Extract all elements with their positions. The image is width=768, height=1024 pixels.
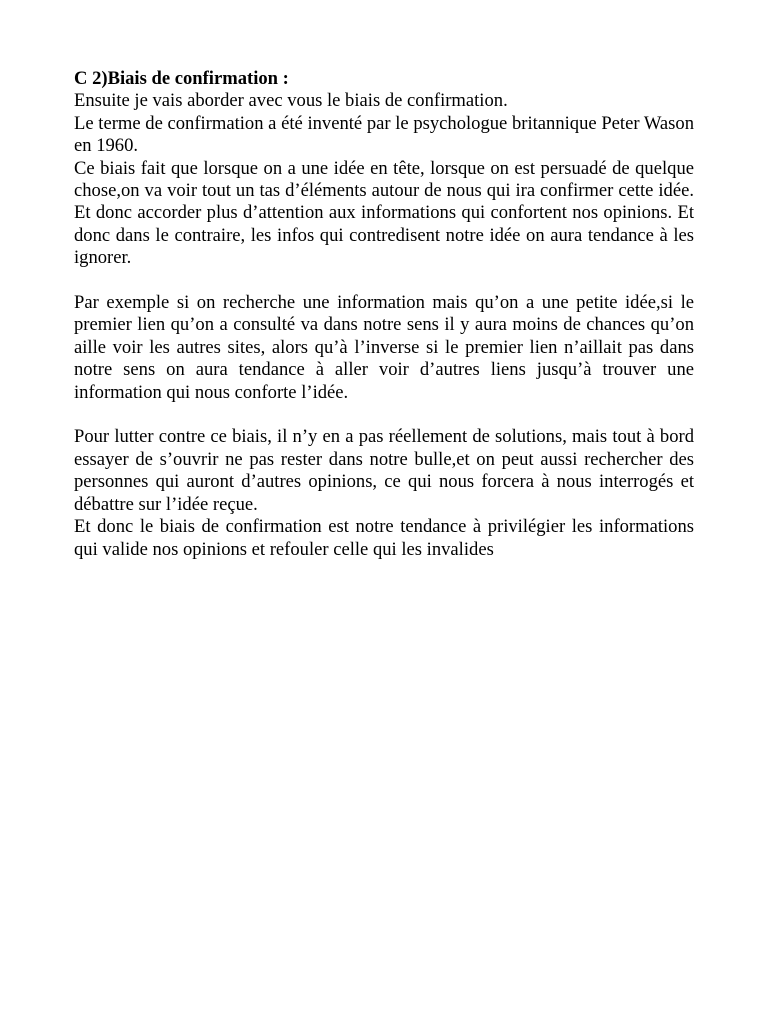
paragraph-conclusion: Et donc le biais de confirmation est notre tendance à privilégier les informations qui valide nos opinions et refouler celle qui les invalides: [74, 516, 694, 560]
paragraph-example: Par exemple si on recherche une information mais qu’on a une petite idée,si le premier lien qu’on a consulté va dans notre sens il y aura moins de chances qu’on aille voir les autres sites, alors qu’à l’inverse si le premier lien n’aillait pas dans notre sens on aura tendance à aller voir d’autres liens jusqu’à trouver une information qui nous conforte l’idée.: [74, 292, 694, 403]
document-page: [74, 68, 694, 561]
paragraph-remedy: Pour lutter contre ce biais, il n’y en a pas réellement de solutions, mais tout à bord essayer de s’ouvrir ne pas rester dans notre bulle,et on peut aussi rechercher des personnes qui auront d’autres opinions, ce qui nous forcera à nous interrogés et débattre sur l’idée reçue.: [74, 426, 694, 515]
paragraph-intro: Ensuite je vais aborder avec vous le biais de confirmation.: [74, 90, 508, 112]
paragraph-spacer: [74, 404, 694, 426]
paragraph-spacer: [74, 270, 694, 292]
section-heading: C 2)Biais de confirmation :: [74, 68, 289, 89]
paragraph-definition: Ce biais fait que lorsque on a une idée en tête, lorsque on est persuadé de quelque chose,on va voir tout un tas d’éléments autour de nous qui ira confirmer cette idée. Et donc accorder plus d’attention aux informations qui confortent nos opinions. Et donc dans le contraire, les infos qui contredisent notre idée on aura tendance à les ignorer.: [74, 157, 694, 269]
paragraph-origin: Le terme de confirmation a été inventé par le psychologue britannique Peter Wason en 1960.: [74, 112, 694, 157]
